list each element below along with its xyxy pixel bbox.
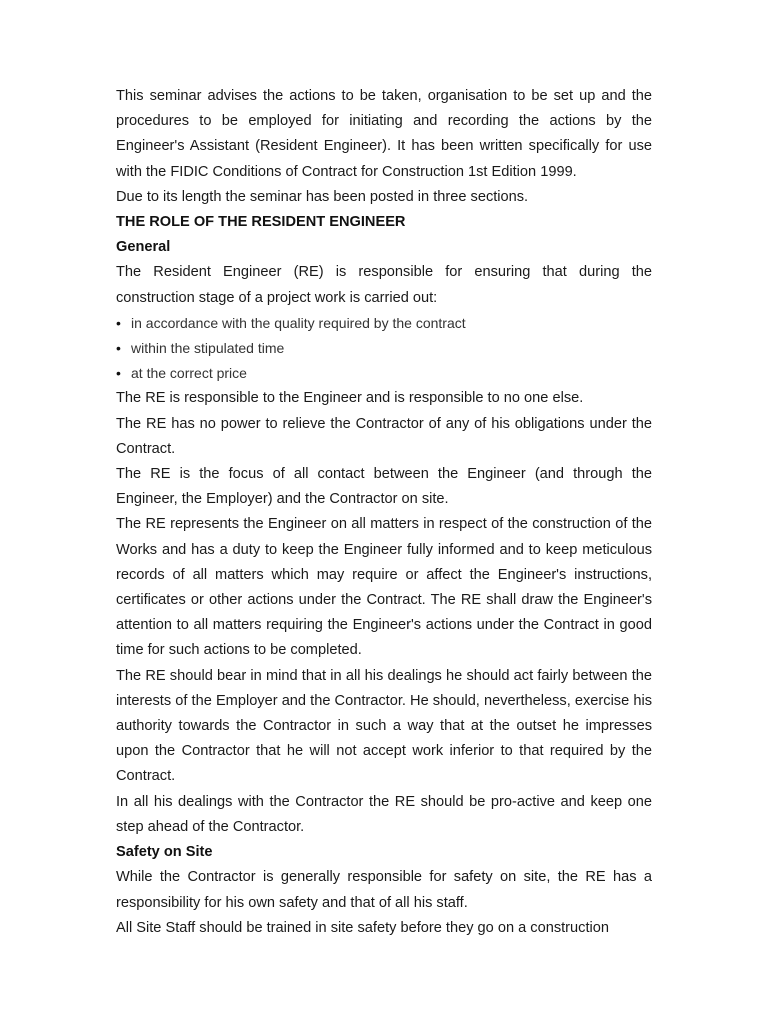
responsibility-list — [116, 311, 652, 387]
list-item-text: within the stipulated time — [131, 340, 285, 357]
list-item-text: at the correct price — [131, 365, 247, 382]
list-item — [116, 361, 652, 386]
intro-paragraph-2: Due to its length the seminar has been posted in three sections. — [116, 188, 529, 205]
general-paragraph-3: The RE is the focus of all contact between the Engineer (and through the Engineer, the Employer) and the Contractor on site. — [116, 466, 652, 508]
general-heading: General — [116, 239, 171, 256]
list-item — [116, 311, 652, 336]
bullet-icon: • — [116, 314, 121, 331]
intro-paragraph-1: This seminar advises the actions to be taken, organisation to be set up and the procedures to be employed for initiating and recording the actions by the Engineer's Assistant (Resident Engineer). It has been written specifically for use with the FIDIC Conditions of Contract for Construction 1st Edition 1999. — [116, 88, 652, 180]
document-page — [116, 84, 652, 941]
bullet-icon: • — [116, 365, 121, 382]
general-lead-paragraph: The Resident Engineer (RE) is responsible for ensuring that during the construction stage of a project work is carried out: — [116, 264, 652, 306]
safety-paragraph-1: While the Contractor is generally responsible for safety on site, the RE has a responsibility for his own safety and that of all his staff. — [116, 869, 652, 911]
general-paragraph-1: The RE is responsible to the Engineer and is responsible to no one else. — [116, 390, 584, 407]
general-paragraph-5: The RE should bear in mind that in all his dealings he should act fairly between the interests of the Employer and the Contractor. He should, nevertheless, exercise his authority towards the Contractor in such a way that at the outset he impresses upon the Contractor that he will not accept work inferior to that required by the Contract. — [116, 667, 652, 785]
bullet-icon: • — [116, 340, 121, 357]
safety-paragraph-2: All Site Staff should be trained in site safety before they go on a construction — [116, 919, 609, 936]
general-paragraph-2: The RE has no power to relieve the Contractor of any of his obligations under the Contract. — [116, 415, 652, 457]
list-item-text: in accordance with the quality required by the contract — [131, 314, 466, 331]
general-paragraph-4: The RE represents the Engineer on all matters in respect of the construction of the Works and has a duty to keep the Engineer fully informed and to keep meticulous records of all matters which may require or affect the Engineer's instructions, certificates or other actions under the Contract. The RE shall draw the Engineer's attention to all matters requiring the Engineer's actions under the Contract in good time for such actions to be completed. — [116, 516, 652, 659]
list-item — [116, 336, 652, 361]
section-title: THE ROLE OF THE RESIDENT ENGINEER — [116, 214, 406, 231]
safety-heading: Safety on Site — [116, 844, 213, 861]
general-paragraph-6: In all his dealings with the Contractor the RE should be pro-active and keep one step ahead of the Contractor. — [116, 793, 652, 835]
